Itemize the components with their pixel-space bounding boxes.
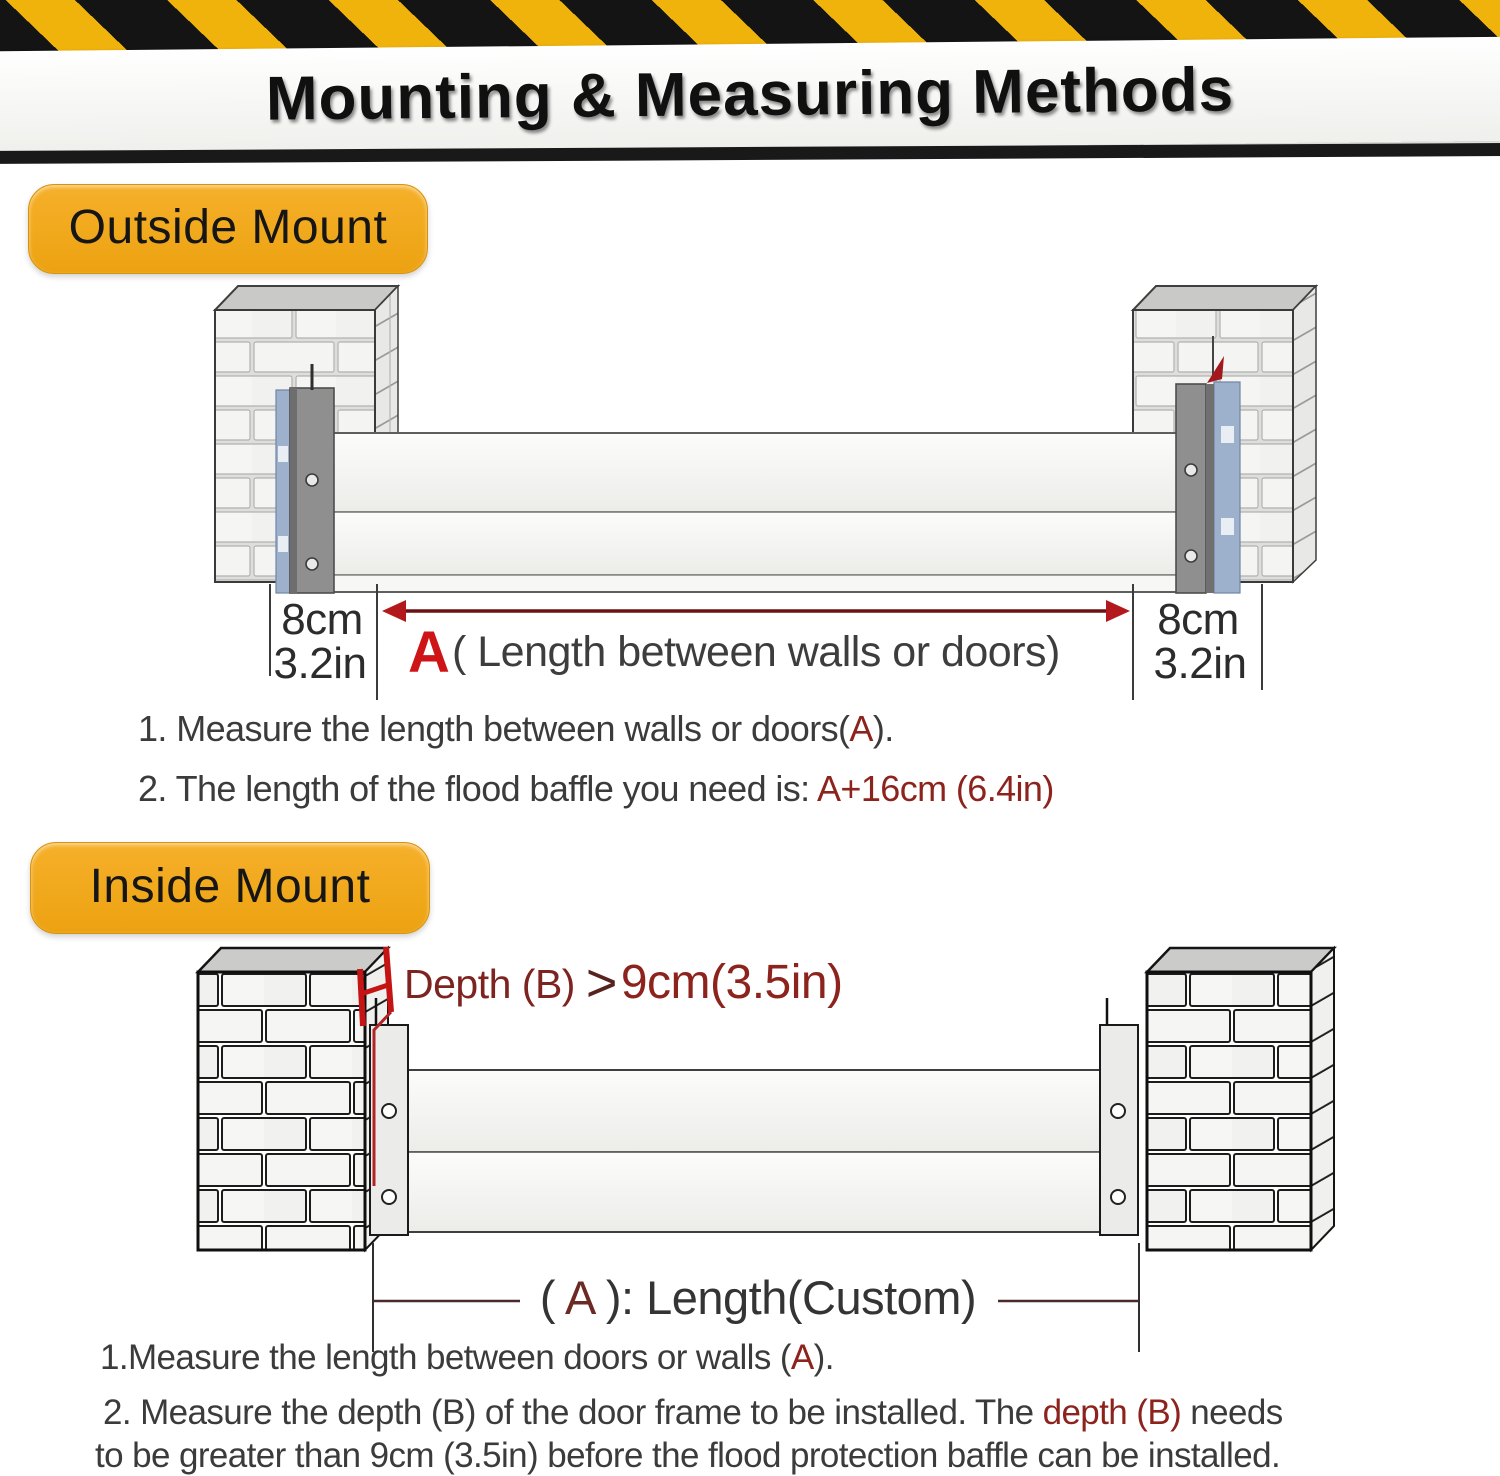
page-title: Mounting & Measuring Methods [265,55,1235,134]
step-highlight: A+16cm (6.4in) [817,768,1054,809]
len-letter-a: A [565,1271,594,1324]
dim-left-in: 3.2in [273,639,367,688]
step-text: ). [872,708,894,749]
seal-mark [1221,426,1234,443]
barrier-panel-bottom [330,512,1180,575]
outside-flood-barrier [330,433,1180,592]
length-caption: ( Length between walls or doors) [452,628,1060,676]
barrier-bottom-lip [330,575,1180,592]
inside-right-pillar [1147,948,1334,1250]
pillar-front-face [1147,972,1311,1250]
channel-shadow-edge [290,388,297,593]
seal-mark [1221,518,1234,535]
depth-label: Depth (B) [404,961,586,1007]
step-text: 1.Measure the length between doors or walls ( [100,1338,791,1377]
screw-hole [1185,464,1197,476]
step-highlight: A [790,1338,814,1377]
inside-length-caption [540,1271,976,1324]
screw-hole [1111,1190,1125,1204]
step-text: 1. Measure the length between walls or doors( [138,708,850,749]
step-text: to be greater than 9cm (3.5in) before the flood protection baffle can be installed. [95,1436,1281,1475]
screw-hole [306,474,318,486]
inside-step-2-line-1 [103,1393,1283,1433]
pillar-top-face [1147,948,1334,972]
dim-right-cm: 8cm [1157,595,1239,644]
step-highlight: A [849,708,873,749]
outside-mount-diagram [215,286,1316,700]
screw-hole [1111,1104,1125,1118]
pillar-top-face [1133,286,1316,310]
step-text: ). [813,1338,834,1377]
outside-mount-label: Outside Mount [28,184,428,274]
inside-step-2-line-2 [95,1436,1280,1476]
step-text: 2. Measure the depth (B) of the door frame to be installed. The [103,1393,1043,1432]
greater-than-sign: > [585,953,617,1013]
inside-step-1 [100,1338,834,1378]
step-highlight: depth (B) [1042,1393,1182,1432]
step-text: needs [1181,1393,1283,1432]
dim-left-cm: 8cm [281,595,363,644]
outside-left-bracket [276,364,334,593]
len-pre: ( [539,1271,556,1324]
pillar-side-face [1293,286,1316,582]
channel-shadow-edge [1206,384,1214,593]
screw-hole [382,1190,396,1204]
seal-mark [278,446,288,462]
rubber-seal-strip [276,390,290,593]
outside-step-1 [138,708,894,750]
length-letter-a: A [408,620,450,685]
outside-dimension [270,584,1262,700]
dim-right-in: 3.2in [1153,639,1247,688]
seal-mark [278,536,288,552]
outside-step-2 [138,768,1054,810]
inside-dimension [373,1243,1139,1352]
arrow-head-left-icon [382,600,406,622]
pillar-top-face [215,286,398,310]
barrier-panel-bottom [408,1152,1100,1232]
inside-mount-label: Inside Mount [30,842,430,934]
inside-flood-barrier [408,1070,1100,1232]
barrier-panel-top [408,1070,1100,1152]
barrier-panel-top [330,433,1180,512]
arrow-head-right-icon [1106,600,1130,622]
pillar-top-face [198,948,388,972]
inside-right-bracket [1100,998,1138,1235]
depth-marker-front-bar [360,969,363,1026]
depth-annotation [404,953,843,1013]
depth-value: 9cm(3.5in) [620,956,843,1009]
inside-mount-diagram [198,947,1334,1352]
len-post: ): Length(Custom) [605,1271,977,1324]
pillar-side-face [1311,948,1334,1250]
pillar-front-face [198,972,365,1250]
screw-hole [306,558,318,570]
screw-hole [382,1104,396,1118]
inside-left-bracket [370,998,408,1235]
step-text: 2. The length of the flood baffle you need is: [138,768,818,809]
screw-hole [1185,550,1197,562]
rubber-seal-strip [1214,382,1240,593]
